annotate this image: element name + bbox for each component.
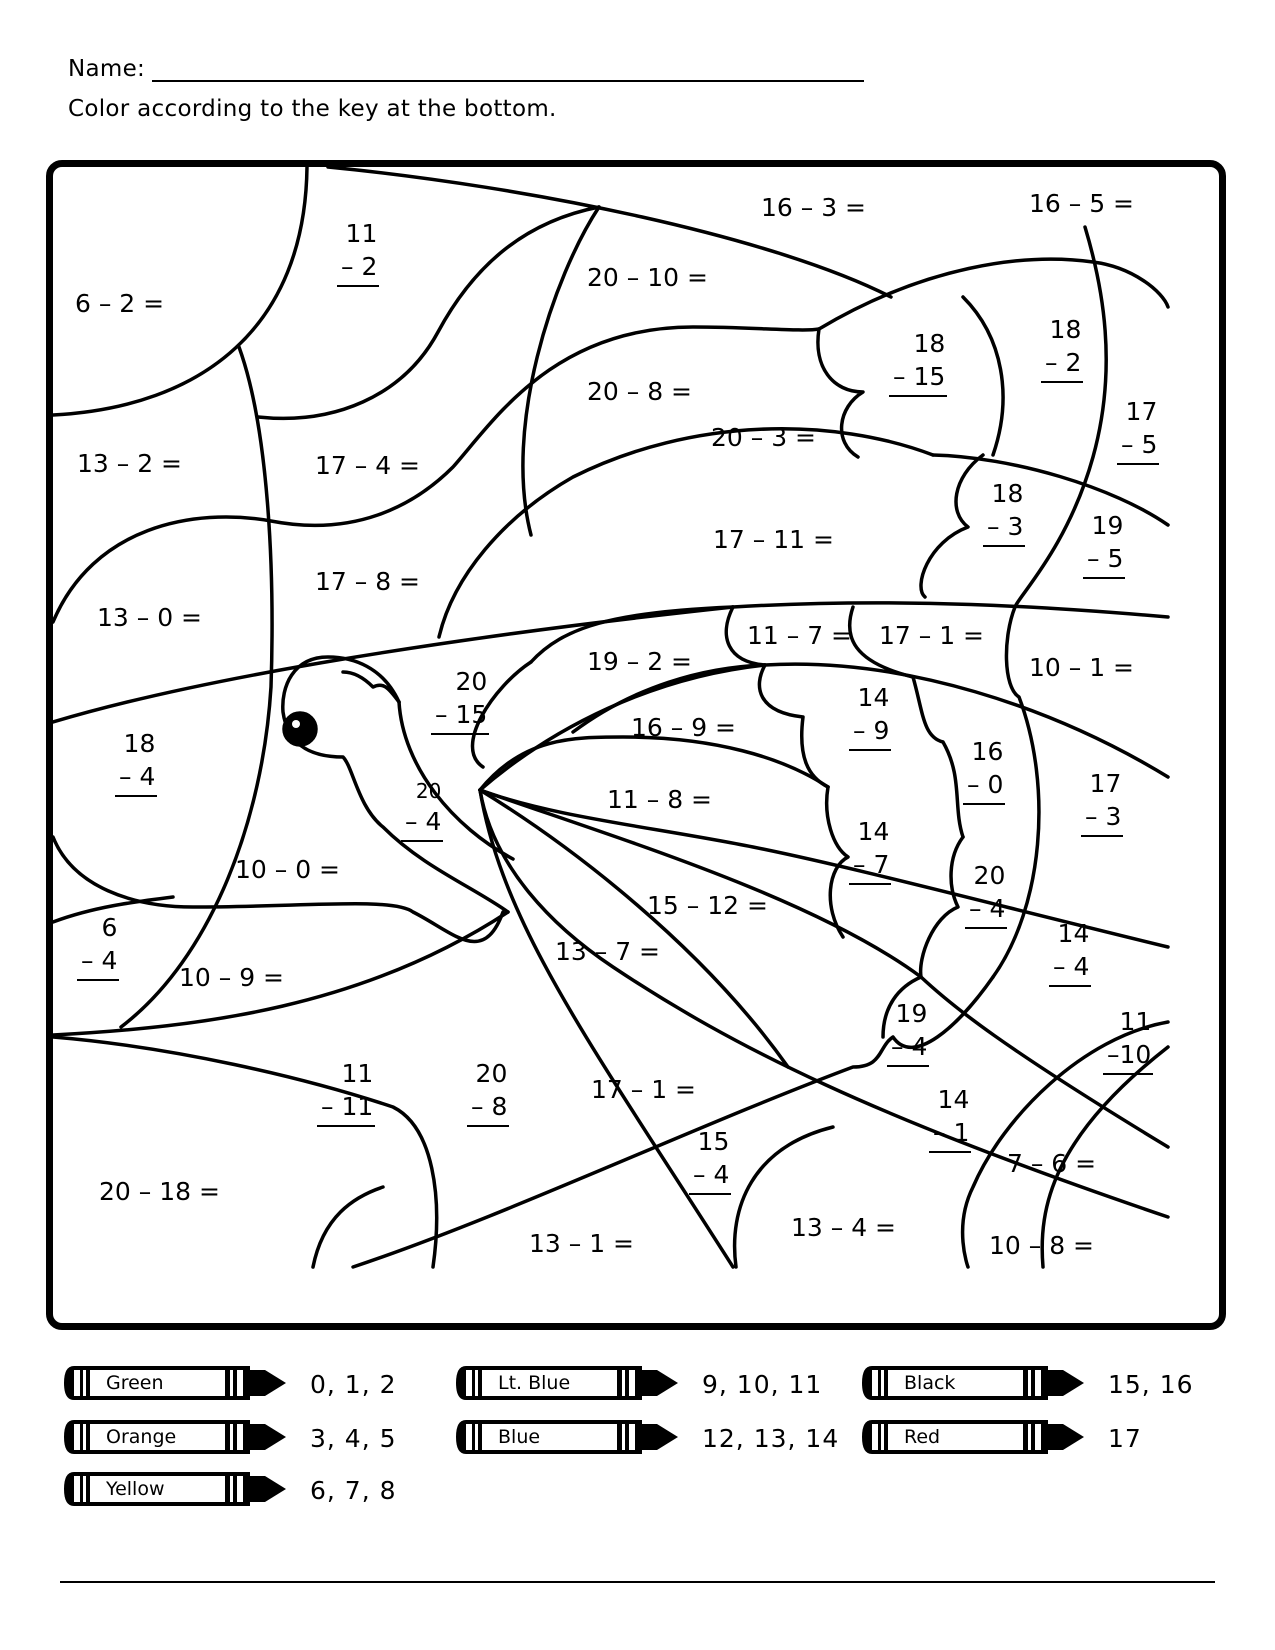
problem-17-minus-4: 17 – 4 = bbox=[315, 451, 421, 480]
problem-11-minus-7: 11 – 7 = bbox=[747, 621, 853, 650]
problem-14-minus-1: 14 – 1 bbox=[929, 1087, 971, 1153]
problem-6-minus-4: 6 – 4 bbox=[77, 915, 119, 981]
footer-divider bbox=[60, 1581, 1215, 1583]
problem-15-minus-4: 15 – 4 bbox=[689, 1129, 731, 1195]
problem-18-minus-3: 18 – 3 bbox=[983, 481, 1025, 547]
problem-20-minus-4-head: 20 – 4 bbox=[401, 781, 443, 842]
problem-13-minus-2: 13 – 2 = bbox=[77, 449, 183, 478]
problem-13-minus-4: 13 – 4 = bbox=[791, 1213, 897, 1242]
crayon-icon bbox=[858, 1364, 1088, 1402]
problem-17-minus-1-lower: 17 – 1 = bbox=[591, 1075, 697, 1104]
problem-17-minus-11: 17 – 11 = bbox=[713, 525, 834, 554]
problem-19-minus-4: 19 – 4 bbox=[887, 1001, 929, 1067]
problem-15-minus-12: 15 – 12 = bbox=[647, 891, 768, 920]
problem-19-minus-5: 19 – 5 bbox=[1083, 513, 1125, 579]
problem-10-minus-0: 10 – 0 = bbox=[235, 855, 341, 884]
problem-17-minus-3: 17 – 3 bbox=[1081, 771, 1123, 837]
problem-10-minus-9: 10 – 9 = bbox=[179, 963, 285, 992]
problem-11-minus-11: 11 – 11 bbox=[317, 1061, 375, 1127]
problem-11-minus-10: 11 –10 bbox=[1103, 1009, 1153, 1075]
problem-17-minus-1-upper: 17 – 1 = bbox=[879, 621, 985, 650]
problem-10-minus-1: 10 – 1 = bbox=[1029, 653, 1135, 682]
problem-11-minus-8: 11 – 8 = bbox=[607, 785, 713, 814]
problem-10-minus-8: 10 – 8 = bbox=[989, 1231, 1095, 1260]
problem-13-minus-7: 13 – 7 = bbox=[555, 937, 661, 966]
problem-14-minus-7: 14 – 7 bbox=[849, 819, 891, 885]
problem-13-minus-0: 13 – 0 = bbox=[97, 603, 203, 632]
problem-20-minus-8: 20 – 8 = bbox=[587, 377, 693, 406]
problem-20-minus-18: 20 – 18 = bbox=[99, 1177, 220, 1206]
key-black: Black 15, 16 bbox=[858, 1364, 1088, 1402]
problem-16-minus-0: 16 – 0 bbox=[963, 739, 1005, 805]
crayon-icon bbox=[858, 1418, 1088, 1456]
key-light-blue: Lt. Blue 9, 10, 11 bbox=[452, 1364, 682, 1402]
problem-17-minus-8: 17 – 8 = bbox=[315, 567, 421, 596]
problem-13-minus-1: 13 – 1 = bbox=[529, 1229, 635, 1258]
key-blue: Blue 12, 13, 14 bbox=[452, 1418, 682, 1456]
key-orange: Orange 3, 4, 5 bbox=[60, 1418, 290, 1456]
name-label: Name: bbox=[68, 56, 146, 82]
problem-20-minus-8-lower: 20 – 8 bbox=[467, 1061, 509, 1127]
problem-20-minus-3: 20 – 3 = bbox=[711, 423, 817, 452]
key-yellow: Yellow 6, 7, 8 bbox=[60, 1470, 290, 1508]
name-field[interactable] bbox=[152, 80, 864, 82]
problem-20-minus-15: 20 – 15 bbox=[431, 669, 489, 735]
problem-18-minus-15: 18 – 15 bbox=[889, 331, 947, 397]
problem-11-minus-2: 11 – 2 bbox=[337, 221, 379, 287]
problem-14-minus-9: 14 – 9 bbox=[849, 685, 891, 751]
problem-18-minus-2: 18 – 2 bbox=[1041, 317, 1083, 383]
problem-7-minus-6: 7 – 6 = bbox=[1007, 1149, 1097, 1178]
problem-19-minus-2: 19 – 2 = bbox=[587, 647, 693, 676]
problem-6-minus-2: 6 – 2 = bbox=[75, 289, 165, 318]
key-red: Red 17 bbox=[858, 1418, 1088, 1456]
crayon-icon bbox=[452, 1418, 682, 1456]
key-green: Green 0, 1, 2 bbox=[60, 1364, 290, 1402]
problem-16-minus-5: 16 – 5 = bbox=[1029, 189, 1135, 218]
problem-16-minus-9: 16 – 9 = bbox=[631, 713, 737, 742]
problem-20-minus-4-wing: 20 – 4 bbox=[965, 863, 1007, 929]
crayon-icon bbox=[60, 1364, 290, 1402]
instructions: Color according to the key at the bottom. bbox=[68, 96, 557, 122]
problem-18-minus-4: 18 – 4 bbox=[115, 731, 157, 797]
problem-20-minus-10: 20 – 10 = bbox=[587, 263, 708, 292]
problem-16-minus-3: 16 – 3 = bbox=[761, 193, 867, 222]
problem-17-minus-5: 17 – 5 bbox=[1117, 399, 1159, 465]
coloring-picture bbox=[46, 160, 1226, 1330]
crayon-icon bbox=[60, 1470, 290, 1508]
problem-14-minus-4: 14 – 4 bbox=[1049, 921, 1091, 987]
